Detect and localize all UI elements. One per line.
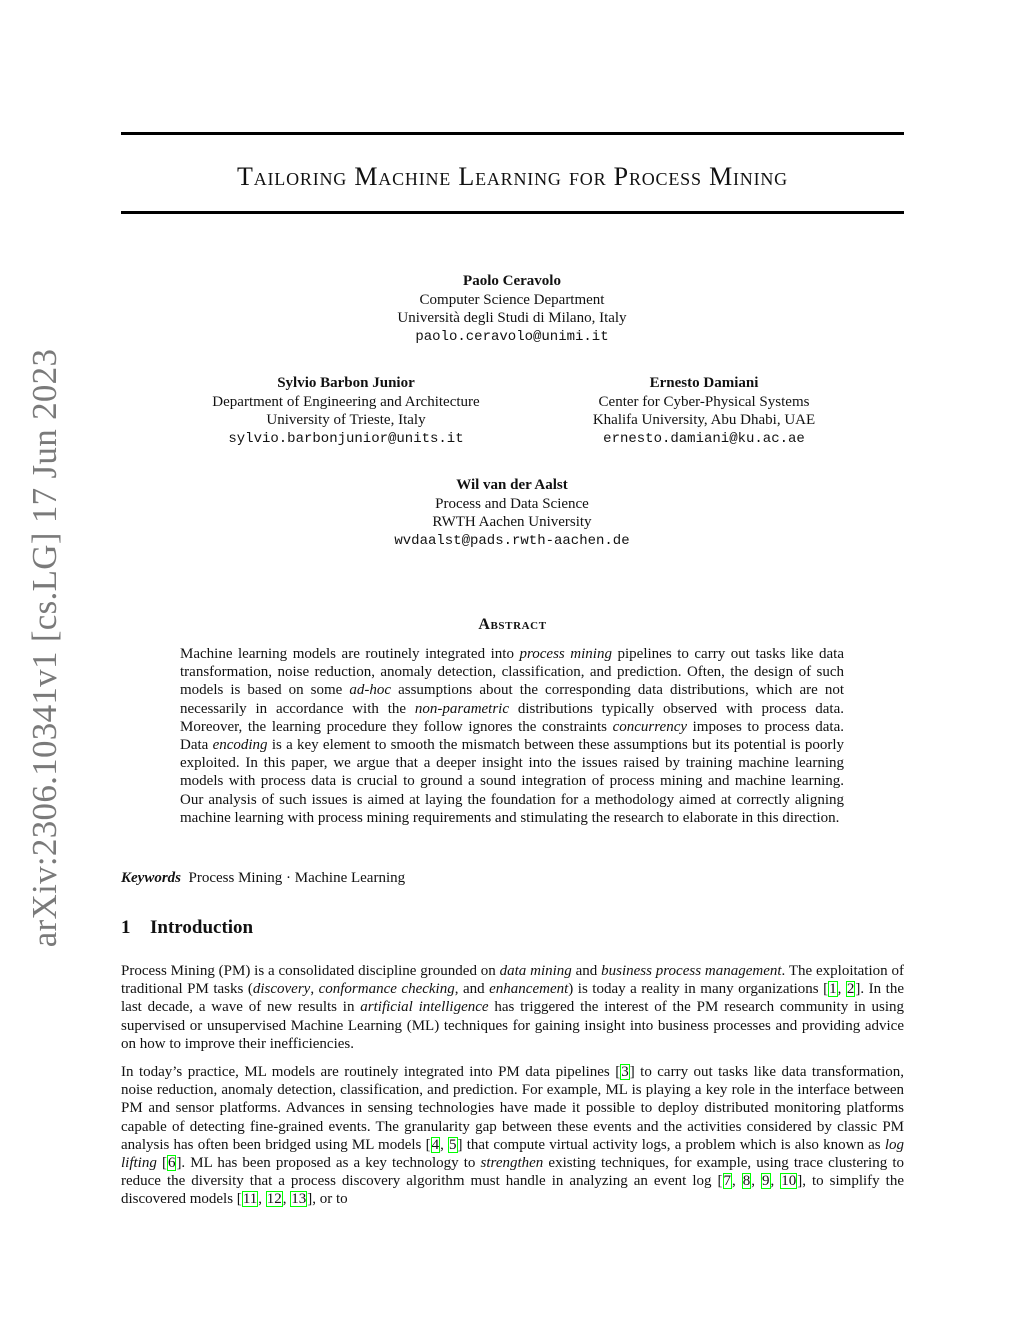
author-institution: RWTH Aachen University [432, 514, 592, 530]
author-affiliation: Process and Data Science [435, 495, 589, 512]
section-number: 1 [121, 917, 131, 938]
author-block-barbon [146, 374, 546, 448]
citation-link[interactable]: 5 [449, 1136, 457, 1153]
author-email[interactable]: paolo.ceravolo@unimi.it [415, 328, 609, 345]
citation-link[interactable]: 6 [167, 1155, 176, 1172]
author-email[interactable]: ernesto.damiani@ku.ac.ae [603, 430, 805, 447]
citation-link[interactable]: 3 [621, 1064, 629, 1080]
author-institution: Università degli Studi di Milano, Italy [397, 310, 627, 326]
arxiv-sidebar-stamp: arXiv:2306.10341v1 [cs.LG] 17 Jun 2023 [25, 348, 64, 948]
author-name: Ernesto Damiani [649, 375, 759, 391]
author-block-ceravolo [312, 272, 712, 346]
author-affiliation: Computer Science Department [419, 291, 605, 308]
title-bottom-rule [121, 211, 904, 214]
citation-link[interactable]: 2 [846, 981, 855, 998]
citation-link[interactable]: 12 [266, 1191, 282, 1208]
citation-link[interactable]: 7 [723, 1173, 731, 1190]
citation-link[interactable]: 11 [242, 1191, 258, 1208]
keywords-label: Keywords [121, 870, 181, 886]
author-name: Paolo Ceravolo [463, 273, 561, 289]
intro-paragraph-1: Process Mining (PM) is a consolidated discipline grounded on data mining and business process management. The exploitation of traditional PM tasks (discovery, conformance checking, and enhancement) is today a reality in many organizations [1, 2]. In the last decade, a wave of new results in artificial intelligence has triggered the interest of the PM research community in using supervised or unsupervised Machine Learning (ML) techniques for gaining insight into business processes and providing advice on how to improve their inefficiencies. [121, 963, 904, 1052]
keywords-text: Process Mining · Machine Learning [188, 870, 406, 886]
citation-link[interactable]: 1 [829, 981, 837, 998]
author-name: Wil van der Aalst [456, 477, 568, 493]
intro-paragraph-2: In today’s practice, ML models are routinely integrated into PM data pipelines [3] to carry out tasks like data transformation, noise reduction, anomaly detection, classification, and prediction. For example, ML is playing a key role in the interface between PM and sensor platforms. Advances in sensing technologies have made it possible to deploy distributed monitoring platforms capable of detecting fine-grained events. The granularity gap between these events and the activities considered by classic PM analysis has often been bridged using ML models [4, 5] that compute virtual activity logs, a problem which is also known as log lifting [6]. ML has been proposed as a key technology to strengthen existing techniques, for example, using trace clustering to reduce the diversity that a process discovery algorithm must handle in analyzing an event log [7, 8, 9, 10], to simplify the discovered models [11, 12, 13], or to [121, 1064, 905, 1208]
citation-link[interactable]: 9 [762, 1173, 770, 1190]
section-heading-introduction [121, 917, 253, 939]
abstract-heading: Abstract [478, 616, 547, 633]
citation-link[interactable]: 13 [291, 1191, 307, 1208]
section-title: Introduction [150, 917, 254, 938]
author-email[interactable]: wvdaalst@pads.rwth-aachen.de [394, 532, 630, 549]
author-institution: Khalifa University, Abu Dhabi, UAE [592, 412, 816, 428]
author-name: Sylvio Barbon Junior [277, 375, 415, 391]
title-top-rule [121, 132, 904, 135]
author-affiliation: Department of Engineering and Architecture [212, 393, 480, 410]
author-institution: University of Trieste, Italy [266, 412, 426, 428]
citation-link[interactable]: 10 [781, 1173, 797, 1190]
keywords-line [121, 869, 405, 887]
citation-link[interactable]: 8 [742, 1173, 751, 1190]
abstract-body: Machine learning models are routinely integrated into process mining pipelines to carry out tasks like data transformation, noise reduction, anomaly detection, classification, and prediction. Often, the design of such models is based on some ad-hoc assumptions about the corresponding data distributions, which are not necessarily in accordance with the non-parametric distributions typically observed with process data. Moreover, the learning procedure they follow ignores the constraints concurrency imposes to process data. Data encoding is a key element to smooth the mismatch between these assumptions but its potential is poorly exploited. In this paper, we argue that a deeper insight into the issues raised by training machine learning models with process data is crucial to ground a sound integration of process mining and machine learning. Our analysis of such issues is aimed at laying the foundation for a methodology aimed at correctly aligning machine learning with process mining requirements and stimulating the research to elaborate in this direction. [180, 646, 844, 826]
author-email[interactable]: sylvio.barbonjunior@units.it [228, 430, 464, 447]
paper-title: Tailoring Machine Learning for Process Mining [237, 162, 788, 191]
author-block-vanderaalst [312, 476, 712, 550]
author-block-damiani [504, 374, 904, 448]
citation-link[interactable]: 4 [431, 1136, 440, 1153]
author-affiliation: Center for Cyber-Physical Systems [598, 393, 810, 410]
